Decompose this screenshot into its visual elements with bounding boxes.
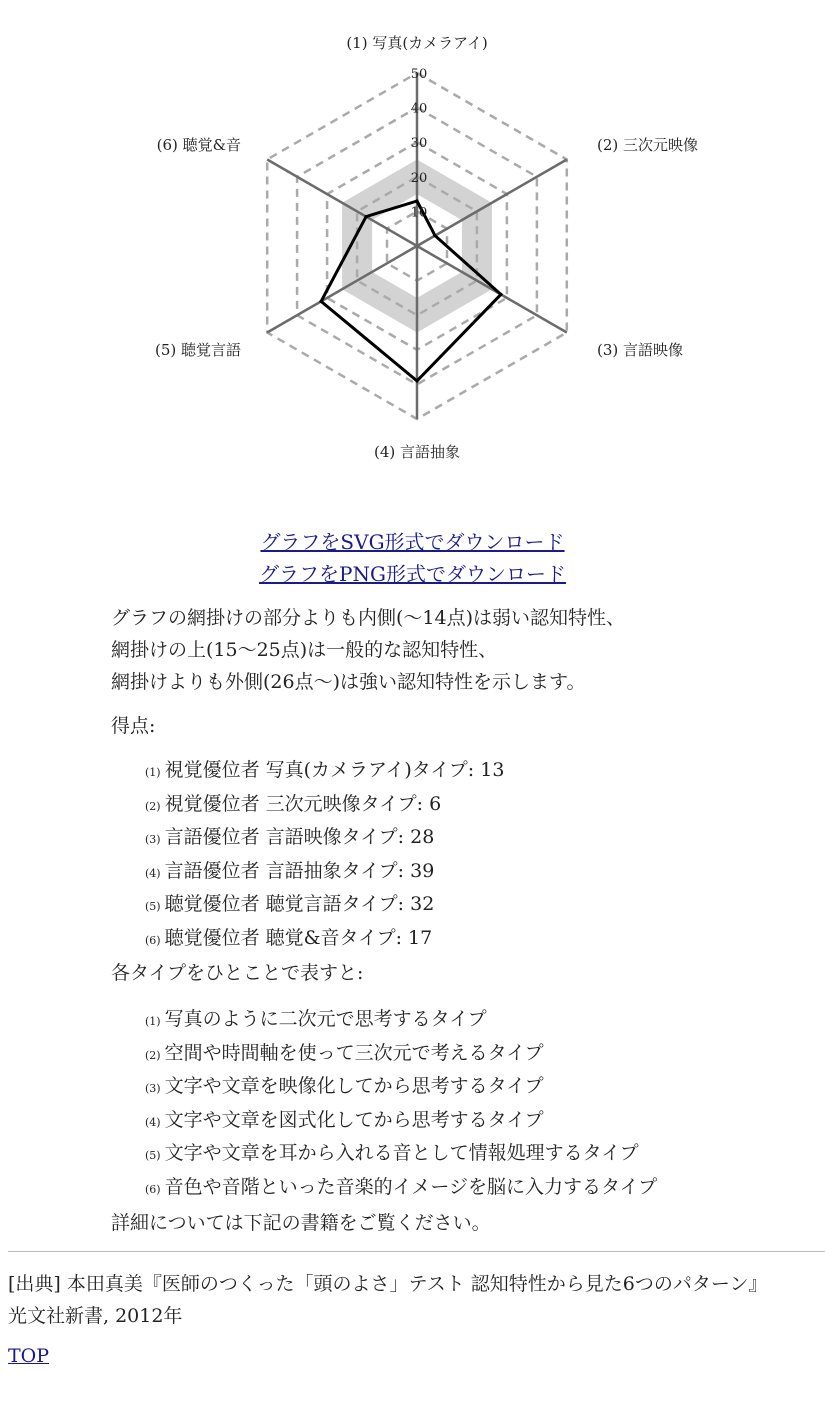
score-text: 言語優位者 言語映像タイプ: 28 xyxy=(164,826,435,849)
summary-heading: 各タイプをひとことで表すと: xyxy=(111,962,364,984)
score-list xyxy=(145,755,504,957)
summary-list xyxy=(145,1004,657,1206)
data-point-5 xyxy=(320,300,323,303)
summary-item xyxy=(145,1038,657,1072)
item-number: (4) xyxy=(145,1115,161,1129)
item-number: (5) xyxy=(145,900,161,914)
chart-description xyxy=(111,602,625,698)
score-item xyxy=(145,822,504,856)
item-number: (6) xyxy=(145,1182,161,1196)
score-item xyxy=(145,923,504,957)
item-number: (2) xyxy=(145,1048,161,1062)
score-text: 聴覚優位者 聴覚&音タイプ: 17 xyxy=(164,926,433,949)
item-number: (6) xyxy=(145,933,161,947)
description-line: 網掛けよりも外側(26点〜)は強い認知特性を示します。 xyxy=(111,671,586,693)
data-point-4 xyxy=(415,379,418,382)
top-link[interactable]: TOP xyxy=(8,1345,50,1367)
score-text: 聴覚優位者 聴覚言語タイプ: 32 xyxy=(164,893,435,916)
axis-label-3: (3) 言語映像 xyxy=(597,341,684,359)
tick-label-30: 30 xyxy=(410,136,428,152)
description-line: 網掛けの上(15〜25点)は一般的な認知特性、 xyxy=(111,639,498,661)
data-point-1 xyxy=(415,199,418,202)
item-number: (4) xyxy=(145,866,161,880)
tick-label-50: 50 xyxy=(410,67,428,82)
description-line: グラフの網掛けの部分よりも内側(〜14点)は弱い認知特性、 xyxy=(111,607,626,629)
tick-label-20: 20 xyxy=(410,170,428,186)
source-line: [出典] 本田真美『医師のつくった「頭のよさ」テスト 認知特性から見た6つのパターン』 xyxy=(8,1273,768,1295)
summary-item xyxy=(145,1172,657,1206)
data-point-6 xyxy=(365,215,368,218)
divider xyxy=(8,1251,825,1252)
axis-label-6: (6) 聴覚&音 xyxy=(156,136,241,154)
axis-label-2: (2) 三次元映像 xyxy=(597,136,699,154)
item-number: (1) xyxy=(145,1015,161,1028)
axis-label-5: (5) 聴覚言語 xyxy=(154,341,241,359)
score-item xyxy=(145,889,504,923)
source-citation xyxy=(8,1268,767,1332)
radar-chart xyxy=(0,0,825,480)
item-number: (2) xyxy=(145,799,161,813)
score-item xyxy=(145,755,504,789)
summary-item xyxy=(145,1004,657,1038)
summary-item xyxy=(145,1105,657,1139)
download-svg-link[interactable]: グラフをSVG形式でダウンロード xyxy=(260,530,565,554)
scores-heading: 得点: xyxy=(111,715,156,737)
details-note: 詳細については下記の書籍をご覧ください。 xyxy=(111,1212,491,1234)
tick-label-40: 40 xyxy=(410,101,428,117)
axis-label-4: (4) 言語抽象 xyxy=(373,443,461,461)
data-point-3 xyxy=(499,293,502,296)
item-number: (1) xyxy=(145,766,161,779)
summary-text: 写真のように二次元で思考するタイプ xyxy=(164,1008,487,1030)
item-number: (3) xyxy=(145,833,161,847)
source-line: 光文社新書, 2012年 xyxy=(8,1305,183,1327)
download-png-link[interactable]: グラフをPNG形式でダウンロード xyxy=(259,562,566,586)
score-text: 言語優位者 言語抽象タイプ: 39 xyxy=(164,859,435,882)
data-point-2 xyxy=(433,234,436,237)
summary-text: 文字や文章を図式化してから思考するタイプ xyxy=(164,1108,544,1131)
summary-item xyxy=(145,1138,657,1172)
summary-text: 文字や文章を映像化してから思考するタイプ xyxy=(164,1075,544,1098)
summary-item xyxy=(145,1071,657,1105)
score-text: 視覚優位者 写真(カメラアイ)タイプ: 13 xyxy=(164,759,505,781)
item-number: (3) xyxy=(145,1082,161,1096)
axis-label-1: (1) 写真(カメラアイ) xyxy=(346,34,488,52)
score-text: 視覚優位者 三次元映像タイプ: 6 xyxy=(164,792,442,815)
tick-label-10: 10 xyxy=(410,205,428,221)
radar-chart-svg xyxy=(0,0,825,480)
summary-text: 音色や音階といった音楽的イメージを脳に入力するタイプ xyxy=(164,1175,658,1198)
score-item xyxy=(145,856,504,890)
summary-text: 空間や時間軸を使って三次元で考えるタイプ xyxy=(164,1041,544,1064)
item-number: (5) xyxy=(145,1149,161,1163)
score-item xyxy=(145,789,504,823)
summary-text: 文字や文章を耳から入れる音として情報処理するタイプ xyxy=(164,1142,639,1165)
